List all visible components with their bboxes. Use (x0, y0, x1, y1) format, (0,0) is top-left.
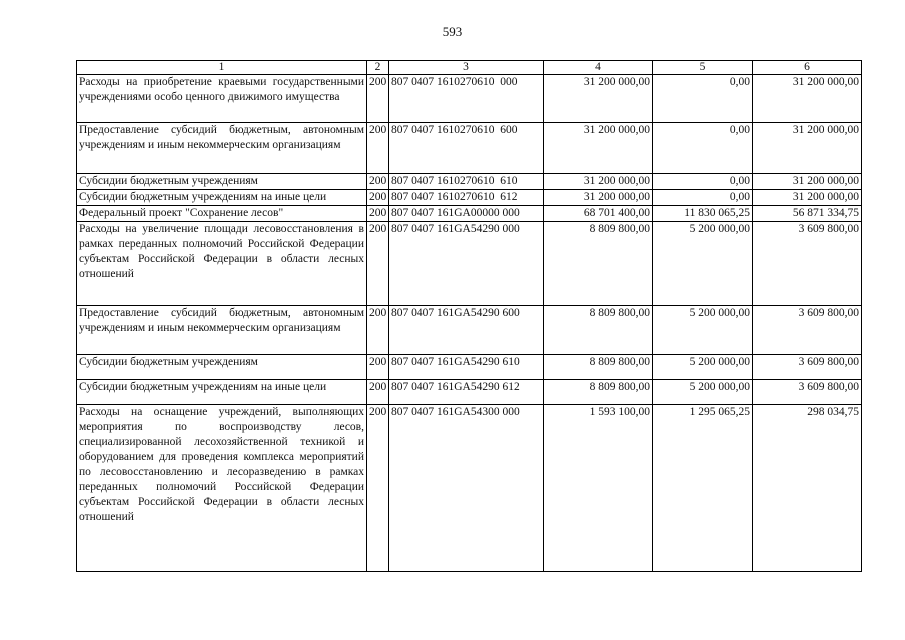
budget-code: 807 0407 1610270610 600 (389, 123, 544, 174)
expense-name: Расходы на приобретение краевыми государственными учреждениями особо ценного движимого имущества (77, 75, 367, 123)
amount-col5: 0,00 (653, 123, 753, 174)
table-row (77, 405, 862, 572)
amount-col6: 3 609 800,00 (753, 380, 862, 405)
table-row (77, 75, 862, 123)
table-row (77, 206, 862, 222)
header-row (77, 61, 862, 75)
amount-col6: 31 200 000,00 (753, 123, 862, 174)
amount-col6: 298 034,75 (753, 405, 862, 572)
section-code: 200 (367, 123, 389, 174)
column-header: 2 (367, 61, 389, 75)
amount-col4: 8 809 800,00 (544, 355, 653, 380)
amount-col6: 31 200 000,00 (753, 190, 862, 206)
section-code: 200 (367, 405, 389, 572)
amount-col4: 8 809 800,00 (544, 380, 653, 405)
amount-col4: 31 200 000,00 (544, 75, 653, 123)
table-row (77, 306, 862, 355)
budget-code: 807 0407 161GA54290 612 (389, 380, 544, 405)
amount-col4: 1 593 100,00 (544, 405, 653, 572)
expense-name: Расходы на оснащение учреждений, выполняющих мероприятия по воспроизводству лесов, специализированной лесохозяйственной техникой и оборудованием для проведения комплекса мероприятий по лесовосстановлению и лесоразведению в рамках переданных полномочий Российской Федерации субъектам Российской Федерации в области лесных отношений (77, 405, 367, 572)
column-header: 5 (653, 61, 753, 75)
amount-col5: 11 830 065,25 (653, 206, 753, 222)
amount-col5: 5 200 000,00 (653, 306, 753, 355)
expense-name: Субсидии бюджетным учреждениям на иные цели (77, 380, 367, 405)
budget-code: 807 0407 1610270610 000 (389, 75, 544, 123)
column-header: 6 (753, 61, 862, 75)
column-header: 4 (544, 61, 653, 75)
section-code: 200 (367, 190, 389, 206)
table-row (77, 174, 862, 190)
amount-col5: 5 200 000,00 (653, 355, 753, 380)
expense-name: Предоставление субсидий бюджетным, автономным учреждениям и иным некоммерческим организациям (77, 123, 367, 174)
budget-code: 807 0407 161GA54290 000 (389, 222, 544, 306)
amount-col4: 31 200 000,00 (544, 190, 653, 206)
section-code: 200 (367, 355, 389, 380)
amount-col4: 8 809 800,00 (544, 222, 653, 306)
budget-code: 807 0407 161GA54290 600 (389, 306, 544, 355)
page-number: 593 (442, 24, 463, 39)
expense-name: Субсидии бюджетным учреждениям на иные цели (77, 190, 367, 206)
amount-col5: 5 200 000,00 (653, 222, 753, 306)
budget-code: 807 0407 1610270610 612 (389, 190, 544, 206)
table-row (77, 380, 862, 405)
amount-col6: 3 609 800,00 (753, 306, 862, 355)
amount-col4: 8 809 800,00 (544, 306, 653, 355)
amount-col6: 3 609 800,00 (753, 355, 862, 380)
section-code: 200 (367, 380, 389, 405)
section-code: 200 (367, 174, 389, 190)
table-row (77, 190, 862, 206)
amount-col4: 68 701 400,00 (544, 206, 653, 222)
amount-col5: 0,00 (653, 174, 753, 190)
amount-col5: 1 295 065,25 (653, 405, 753, 572)
amount-col5: 5 200 000,00 (653, 380, 753, 405)
budget-table (76, 60, 862, 572)
amount-col6: 56 871 334,75 (753, 206, 862, 222)
amount-col4: 31 200 000,00 (544, 174, 653, 190)
table-row (77, 355, 862, 380)
expense-name: Предоставление субсидий бюджетным, автономным учреждениям и иным некоммерческим организациям (77, 306, 367, 355)
amount-col5: 0,00 (653, 75, 753, 123)
amount-col5: 0,00 (653, 190, 753, 206)
budget-code: 807 0407 161GA54290 610 (389, 355, 544, 380)
budget-code: 807 0407 1610270610 610 (389, 174, 544, 190)
expense-name: Субсидии бюджетным учреждениям (77, 355, 367, 380)
expense-name: Федеральный проект "Сохранение лесов" (77, 206, 367, 222)
table-row (77, 222, 862, 306)
amount-col6: 3 609 800,00 (753, 222, 862, 306)
expense-name: Субсидии бюджетным учреждениям (77, 174, 367, 190)
section-code: 200 (367, 306, 389, 355)
column-header: 1 (77, 61, 367, 75)
section-code: 200 (367, 75, 389, 123)
amount-col6: 31 200 000,00 (753, 75, 862, 123)
budget-code: 807 0407 161GA00000 000 (389, 206, 544, 222)
amount-col6: 31 200 000,00 (753, 174, 862, 190)
amount-col4: 31 200 000,00 (544, 123, 653, 174)
expense-name: Расходы на увеличение площади лесовосстановления в рамках переданных полномочий Российской Федерации субъектам Российской Федерации в области лесных отношений (77, 222, 367, 306)
table-row (77, 123, 862, 174)
section-code: 200 (367, 206, 389, 222)
budget-code: 807 0407 161GA54300 000 (389, 405, 544, 572)
section-code: 200 (367, 222, 389, 306)
column-header: 3 (389, 61, 544, 75)
